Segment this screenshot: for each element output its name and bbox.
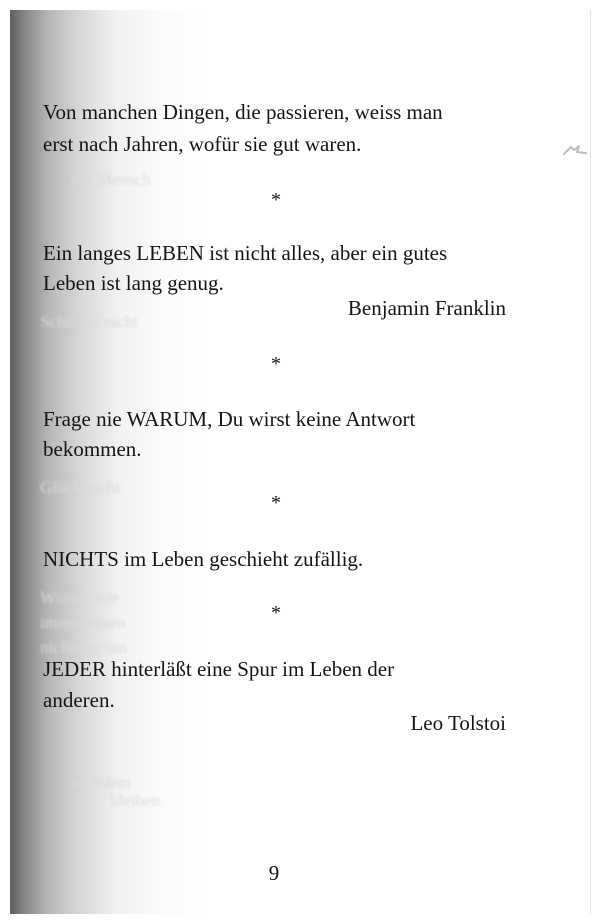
quote-line: Von manchen Dingen, die passieren, weiss man xyxy=(43,100,443,124)
quote-line: Frage nie WARUM, Du wirst keine Antwort xyxy=(43,407,416,431)
quote-line: Leben ist lang genug. xyxy=(43,271,224,295)
separator-asterisk: * xyxy=(271,602,281,624)
show-through-text: nichts zu tun xyxy=(40,638,127,657)
quote-author: Leo Tolstoi xyxy=(410,711,506,735)
show-through-text: nur Mensch xyxy=(70,170,151,189)
book-page xyxy=(10,10,591,914)
show-through-text: immer einen xyxy=(40,613,126,632)
quote-author: Benjamin Franklin xyxy=(347,296,506,320)
separator-asterisk: * xyxy=(271,353,281,375)
show-through-text: nachdem xyxy=(70,773,132,792)
quote-line: bekommen. xyxy=(43,437,142,461)
quote-line: Ein langes LEBEN ist nicht alles, aber ein gutes xyxy=(43,241,448,265)
separator-asterisk: * xyxy=(271,189,281,211)
quote-line: NICHTS im Leben geschieht zufällig. xyxy=(43,547,364,571)
show-through-text: bleiben xyxy=(110,791,161,810)
show-through-text: Wüsste wie xyxy=(40,588,119,607)
show-through-text: Glück nicht xyxy=(40,478,120,497)
scribble-mark-icon xyxy=(562,143,588,159)
quote-line: anderen. xyxy=(43,688,115,712)
separator-asterisk: * xyxy=(271,492,281,514)
quote-line: erst nach Jahren, wofür sie gut waren. xyxy=(43,132,362,156)
show-through-text: Schmerz nicht xyxy=(40,312,138,331)
page-number: 9 xyxy=(268,861,280,885)
quote-line: JEDER hinterläßt eine Spur im Leben der xyxy=(43,657,395,681)
